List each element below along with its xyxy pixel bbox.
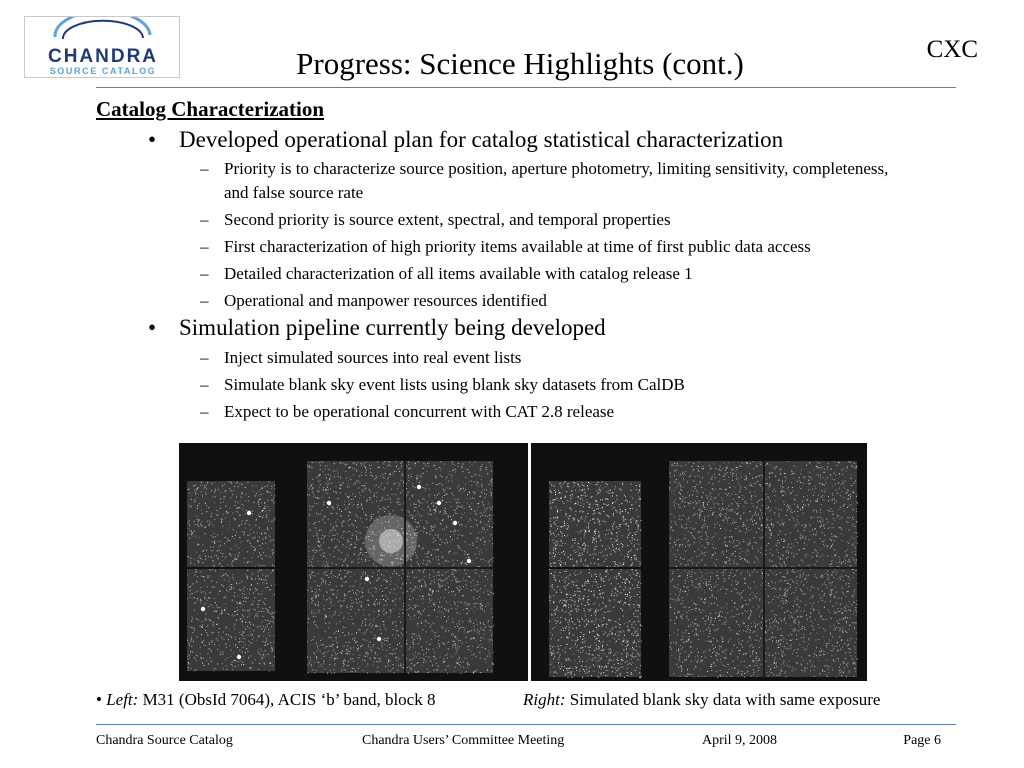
logo-line2: SOURCE CATALOG: [49, 66, 157, 76]
point-source: [201, 607, 205, 611]
dash-mark: –: [200, 375, 209, 394]
sub-item-text: Simulate blank sky event lists using blank sky datasets from CalDB: [224, 375, 685, 394]
point-source: [237, 655, 241, 659]
footer-center: Chandra Users’ Committee Meeting: [362, 733, 565, 748]
sub-item-text: Operational and manpower resources identified: [224, 291, 547, 310]
chip-gap: [549, 567, 641, 569]
bullet-text: Developed operational plan for catalog statistical characterization: [179, 127, 784, 152]
chandra-source-catalog-logo: [24, 16, 180, 78]
bullet-mark: •: [148, 127, 157, 152]
sub-item-text: Second priority is source extent, spectral, and temporal properties: [224, 210, 671, 229]
sub-item-text: Inject simulated sources into real event lists: [224, 348, 522, 367]
event-noise: [187, 461, 858, 678]
chip-gap: [187, 567, 275, 569]
page-title: Progress: Science Highlights (cont.): [296, 46, 744, 81]
header-divider: [96, 87, 956, 88]
footer-page: Page 6: [903, 733, 941, 748]
point-source: [247, 511, 251, 515]
point-source: [467, 559, 471, 563]
caption-right-text: Simulated blank sky data with same exposure: [569, 690, 881, 709]
sub-item-text: Detailed characterization of all items available with catalog release 1: [224, 264, 693, 283]
sub-item-text: Priority is to characterize source position, aperture photometry, limiting sensitivity, completeness, and false source rate: [224, 159, 889, 202]
point-source: [327, 501, 331, 505]
bullet-item: [148, 126, 784, 154]
sub-item: [200, 289, 547, 313]
dash-mark: –: [200, 348, 209, 367]
dash-mark: –: [200, 264, 209, 283]
dash-mark: –: [200, 210, 209, 229]
point-source: [437, 501, 441, 505]
dash-mark: –: [200, 291, 209, 310]
logo-arc-inner: [63, 21, 143, 39]
sub-item: [200, 346, 522, 370]
point-source: [365, 577, 369, 581]
footer-divider: [96, 724, 956, 725]
sub-item: [200, 373, 685, 397]
point-source: [377, 637, 381, 641]
xray-comparison-figure: [179, 443, 867, 681]
figure-caption: [96, 689, 881, 711]
dash-mark: –: [200, 159, 209, 178]
dash-mark: –: [200, 237, 209, 256]
logo-line1: CHANDRA: [47, 46, 159, 67]
organization-label: CXC: [926, 36, 978, 63]
bullet-mark: •: [148, 315, 157, 340]
sub-item: [200, 157, 914, 205]
chip-gap: [669, 567, 857, 569]
point-source: [453, 521, 457, 525]
logo-graphic: [25, 17, 181, 79]
section-heading: Catalog Characterization: [96, 97, 325, 121]
bullet-text: Simulation pipeline currently being developed: [179, 315, 606, 340]
sub-item: [200, 208, 671, 232]
sub-item-text: First characterization of high priority items available at time of first public data access: [224, 237, 811, 256]
caption-right: [523, 689, 880, 711]
m31-nucleus: [379, 529, 403, 553]
sub-item: [200, 400, 615, 424]
chip-gap: [307, 567, 493, 569]
sub-item-text: Expect to be operational concurrent with CAT 2.8 release: [224, 402, 615, 421]
bullet-item: [148, 314, 606, 342]
footer-date: April 9, 2008: [702, 733, 778, 748]
point-source: [417, 485, 421, 489]
caption-left-label: Left:: [106, 690, 139, 709]
sub-item: [200, 262, 693, 286]
ccd-chip: [187, 481, 275, 671]
caption-left-text: M31 (ObsId 7064), ACIS ‘b’ band, block 8: [142, 690, 436, 709]
image-separator: [528, 443, 531, 681]
dash-mark: –: [200, 402, 209, 421]
figure-canvas: [179, 443, 867, 681]
sub-item: [200, 235, 811, 259]
footer-left: Chandra Source Catalog: [96, 733, 233, 748]
caption-bullet: •: [96, 690, 102, 709]
caption-right-label: Right:: [523, 690, 566, 709]
